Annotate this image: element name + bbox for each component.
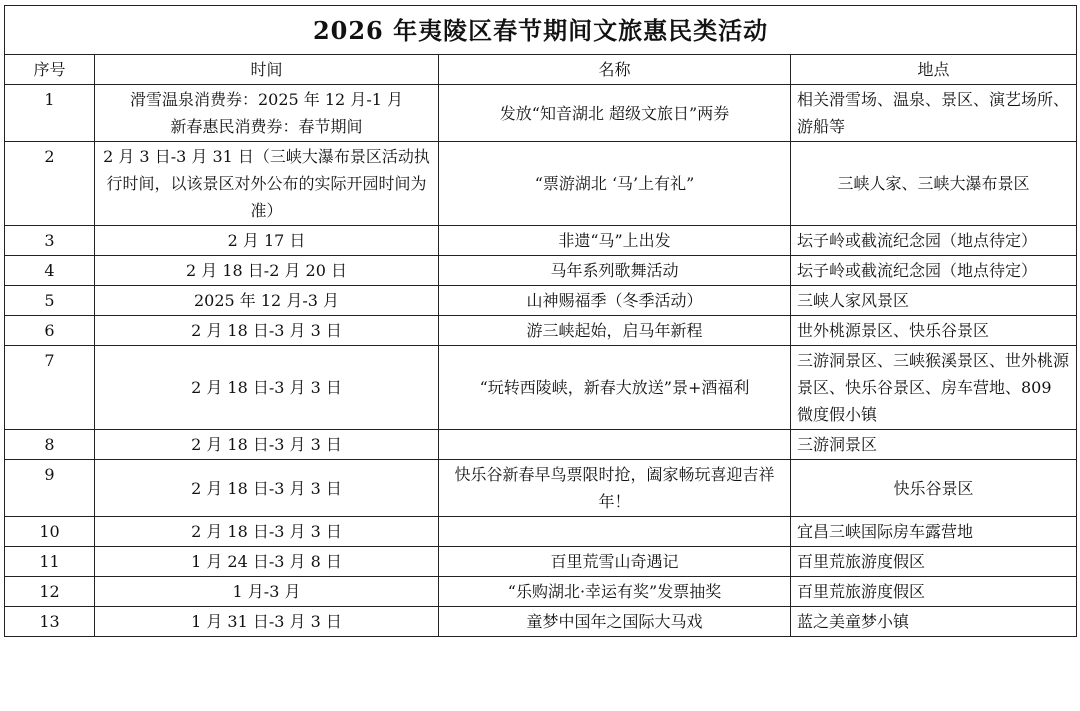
column-header-time: 时间 xyxy=(95,55,439,85)
row-time xyxy=(95,460,439,517)
row-index: 12 xyxy=(5,577,95,607)
row-location: 世外桃源景区、快乐谷景区 xyxy=(791,316,1077,346)
column-header-location: 地点 xyxy=(791,55,1077,85)
table-row xyxy=(5,346,1077,430)
row-time-line: 2 月 18 日-3 月 3 日 xyxy=(191,378,342,397)
table-row xyxy=(5,256,1077,286)
row-location: 坛子岭或截流纪念园（地点待定） xyxy=(791,226,1077,256)
row-index: 8 xyxy=(5,430,95,460)
row-time xyxy=(95,517,439,547)
table-row xyxy=(5,85,1077,142)
row-activity-name: 童梦中国年之国际大马戏 xyxy=(439,607,791,637)
row-index: 9 xyxy=(5,460,95,517)
table-row xyxy=(5,316,1077,346)
row-activity-name: 快乐谷新春早鸟票限时抢，阖家畅玩喜迎吉祥年！ xyxy=(439,460,791,517)
row-time-line: 1 月 31 日-3 月 3 日 xyxy=(191,612,342,631)
row-time-line: 滑雪温泉消费券：2025 年 12 月-1 月 xyxy=(129,90,403,109)
row-location: 三游洞景区、三峡猴溪景区、世外桃源景区、快乐谷景区、房车营地、809 微度假小镇 xyxy=(791,346,1077,430)
table-row xyxy=(5,517,1077,547)
row-time-line: 2 月 18 日-3 月 3 日 xyxy=(191,522,342,541)
column-header-index: 序号 xyxy=(5,55,95,85)
row-activity-name: 游三峡起始，启马年新程 xyxy=(439,316,791,346)
row-location: 三游洞景区 xyxy=(791,430,1077,460)
table-row xyxy=(5,547,1077,577)
table-row xyxy=(5,460,1077,517)
table-row xyxy=(5,430,1077,460)
activity-table xyxy=(4,5,1077,637)
row-time xyxy=(95,316,439,346)
activity-sheet xyxy=(4,5,1076,637)
row-activity-name xyxy=(439,430,791,460)
row-time xyxy=(95,346,439,430)
row-activity-name: “玩转西陵峡，新春大放送”景+酒福利 xyxy=(439,346,791,430)
row-time xyxy=(95,226,439,256)
row-index: 11 xyxy=(5,547,95,577)
row-time xyxy=(95,142,439,226)
row-location: 百里荒旅游度假区 xyxy=(791,547,1077,577)
row-activity-name: 百里荒雪山奇遇记 xyxy=(439,547,791,577)
row-activity-name: 发放“知音湖北 超级文旅日”两券 xyxy=(439,85,791,142)
table-row xyxy=(5,142,1077,226)
row-time xyxy=(95,256,439,286)
row-time-line: 2 月 18 日-2 月 20 日 xyxy=(185,261,347,280)
table-row xyxy=(5,226,1077,256)
table-row xyxy=(5,286,1077,316)
table-body xyxy=(5,85,1077,637)
row-location: 三峡人家、三峡大瀑布景区 xyxy=(791,142,1077,226)
row-activity-name: 非遗“马”上出发 xyxy=(439,226,791,256)
row-time-line: 2 月 18 日-3 月 3 日 xyxy=(191,321,342,340)
row-time-line: 2 月 3 日-3 月 31 日（三峡大瀑布景区活动执行时间，以该景区对外公布的实际开园时间为准） xyxy=(103,147,430,220)
row-index: 1 xyxy=(5,85,95,142)
row-index: 6 xyxy=(5,316,95,346)
document-title: 2026 年夷陵区春节期间文旅惠民类活动 xyxy=(5,6,1077,55)
row-location: 蓝之美童梦小镇 xyxy=(791,607,1077,637)
row-activity-name: “乐购湖北·幸运有奖”发票抽奖 xyxy=(439,577,791,607)
row-location: 三峡人家风景区 xyxy=(791,286,1077,316)
row-time xyxy=(95,286,439,316)
row-time-line: 1 月 24 日-3 月 8 日 xyxy=(191,552,342,571)
title-row xyxy=(5,6,1077,55)
row-time xyxy=(95,577,439,607)
row-index: 2 xyxy=(5,142,95,226)
row-activity-name: 马年系列歌舞活动 xyxy=(439,256,791,286)
row-time-line: 2 月 18 日-3 月 3 日 xyxy=(191,478,342,498)
table-row xyxy=(5,577,1077,607)
row-location: 快乐谷景区 xyxy=(791,460,1077,517)
row-time xyxy=(95,85,439,142)
row-activity-name: 山神赐福季（冬季活动） xyxy=(439,286,791,316)
column-header-name: 名称 xyxy=(439,55,791,85)
row-activity-name xyxy=(439,517,791,547)
row-index: 3 xyxy=(5,226,95,256)
row-index: 10 xyxy=(5,517,95,547)
row-time-line: 2025 年 12 月-3 月 xyxy=(193,291,339,310)
row-time xyxy=(95,430,439,460)
row-index: 13 xyxy=(5,607,95,637)
row-activity-name: “票游湖北 ‘马’上有礼” xyxy=(439,142,791,226)
row-time xyxy=(95,607,439,637)
row-time-line: 2 月 18 日-3 月 3 日 xyxy=(191,435,342,454)
row-index: 4 xyxy=(5,256,95,286)
row-time-line: 新春惠民消费券：春节期间 xyxy=(170,117,363,136)
row-location: 百里荒旅游度假区 xyxy=(791,577,1077,607)
row-index: 5 xyxy=(5,286,95,316)
row-time-line: 1 月-3 月 xyxy=(232,582,301,601)
row-location: 相关滑雪场、温泉、景区、演艺场所、游船等 xyxy=(791,85,1077,142)
table-row xyxy=(5,607,1077,637)
header-row xyxy=(5,55,1077,85)
row-location: 坛子岭或截流纪念园（地点待定） xyxy=(791,256,1077,286)
row-time-line: 2 月 17 日 xyxy=(227,231,306,250)
row-index: 7 xyxy=(5,346,95,430)
row-time xyxy=(95,547,439,577)
row-location: 宜昌三峡国际房车露营地 xyxy=(791,517,1077,547)
